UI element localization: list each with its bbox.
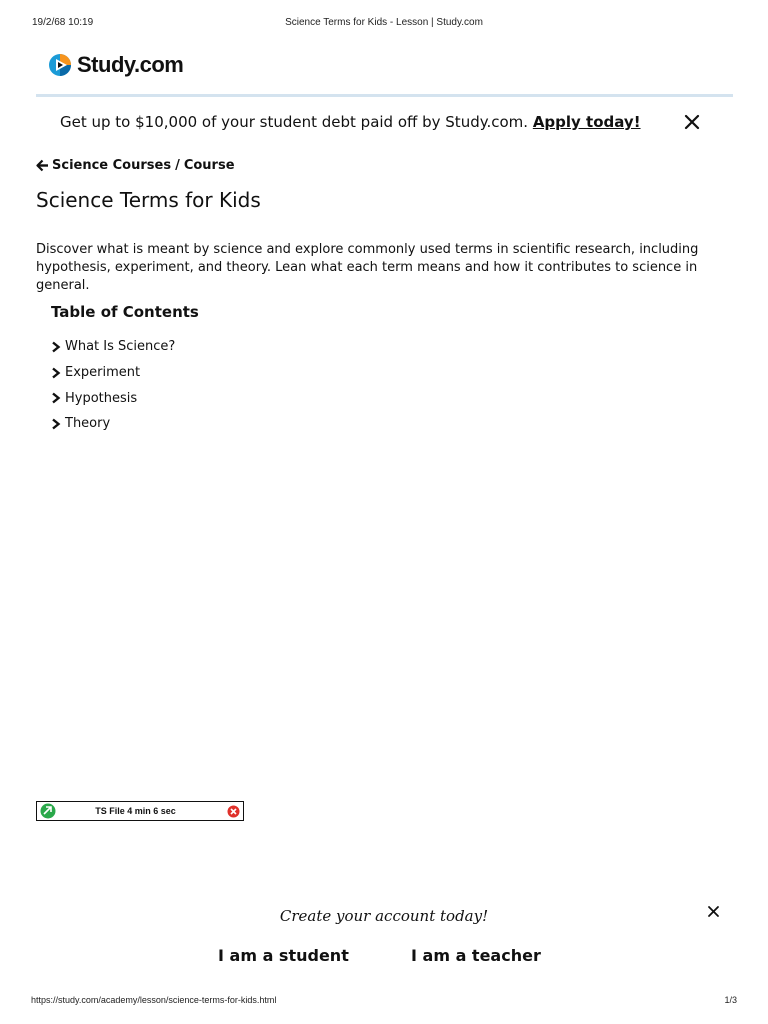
print-page-number: 1/3 <box>724 995 737 1005</box>
close-icon[interactable] <box>682 112 702 132</box>
site-logo[interactable] <box>48 52 183 78</box>
print-page-title: Science Terms for Kids - Lesson | Study.com <box>285 17 483 28</box>
breadcrumb-course[interactable]: Course <box>183 158 235 173</box>
chevron-right-icon <box>51 392 61 404</box>
toc-item-label: Theory <box>65 416 111 432</box>
promo-banner <box>60 113 641 131</box>
promo-text: Get up to $10,000 of your student debt paid off by Study.com. <box>60 113 529 131</box>
print-datetime: 19/2/68 10:19 <box>32 17 94 28</box>
stop-icon[interactable] <box>227 805 240 818</box>
arrow-left-icon[interactable] <box>36 159 49 172</box>
print-url: https://study.com/academy/lesson/science-terms-for-kids.html <box>31 995 277 1005</box>
chevron-right-icon <box>51 367 61 379</box>
breadcrumb-separator: / <box>175 158 180 173</box>
lesson-description: Discover what is meant by science and explore commonly used terms in scientific research, including hypothesis, experiment, and theory. Lean what each term means and how it contributes to science in general. <box>36 242 699 293</box>
play-icon[interactable] <box>40 803 56 819</box>
toc-item-experiment[interactable] <box>51 360 175 386</box>
breadcrumb-science-courses[interactable]: Science Courses <box>52 158 172 173</box>
study-logo-icon <box>48 53 72 77</box>
chevron-right-icon <box>51 418 61 430</box>
toc-item-what-is-science[interactable] <box>51 334 175 360</box>
teacher-signup-button[interactable]: I am a teacher <box>411 946 541 965</box>
toc-item-label: Hypothesis <box>65 390 138 406</box>
page-title: Science Terms for Kids <box>36 188 261 212</box>
toc-item-theory[interactable] <box>51 411 175 437</box>
apply-today-link[interactable]: Apply today! <box>532 113 641 131</box>
media-label: TS File 4 min 6 sec <box>95 806 176 816</box>
header-divider <box>36 94 733 97</box>
close-icon[interactable] <box>706 904 721 919</box>
toc-list <box>51 334 175 437</box>
chevron-right-icon <box>51 341 61 353</box>
toc-title: Table of Contents <box>51 303 199 321</box>
student-signup-button[interactable]: I am a student <box>218 946 349 965</box>
toc-item-label: What Is Science? <box>65 339 176 355</box>
logo-text: Study.com <box>77 52 184 77</box>
breadcrumb <box>36 158 235 173</box>
media-player-bar <box>36 801 244 821</box>
toc-item-hypothesis[interactable] <box>51 385 175 411</box>
toc-item-label: Experiment <box>65 365 141 381</box>
signup-title: Create your account today! <box>279 907 489 925</box>
